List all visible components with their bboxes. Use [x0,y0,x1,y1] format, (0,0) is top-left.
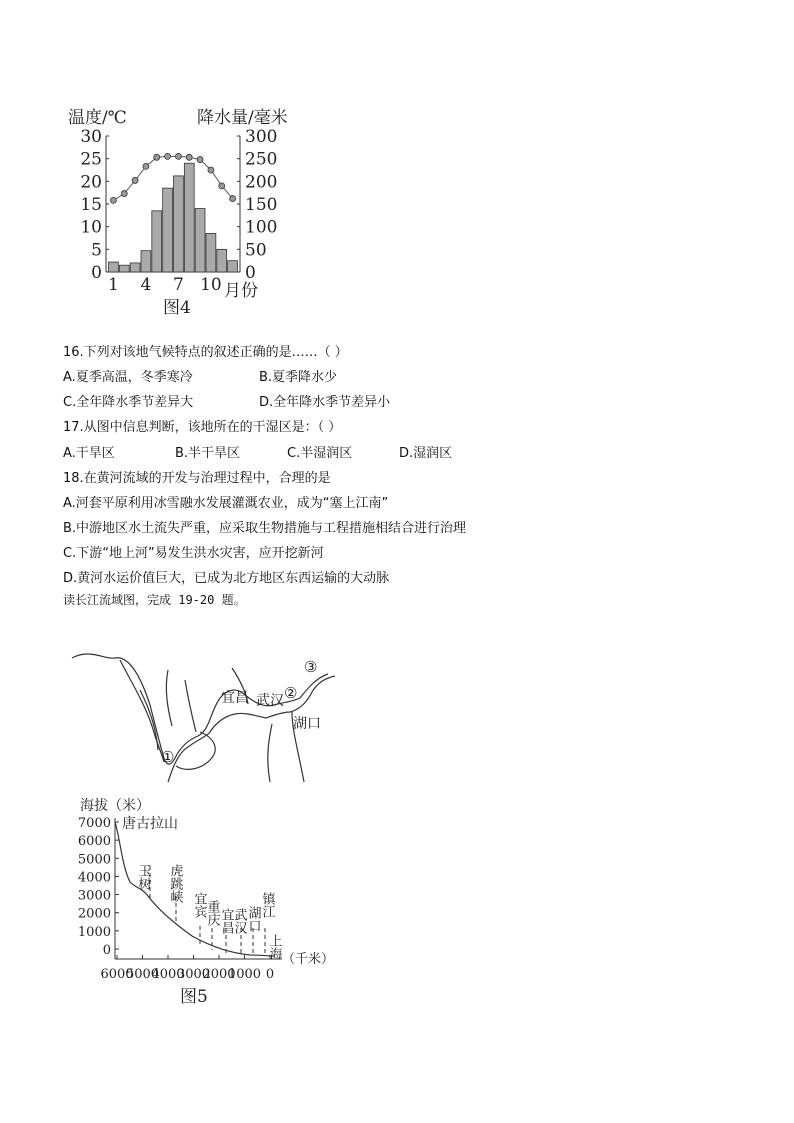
q17-option-a: A.干旱区 [63,446,115,461]
upper-tributary-jinsha [140,690,158,750]
map-label-hukou: 湖口 [293,716,321,732]
tributary-min [166,670,172,726]
fig5-y-tick: 1000 [77,924,111,940]
fig5-x-tick: 3000 [176,967,211,982]
label-yushu: 玉树 [135,864,151,890]
temperature-point [175,153,181,159]
fig5-x-tick: 4000 [151,967,185,982]
label-hutiaoxia: 虎跳峡 [167,864,183,903]
fig5-y-axis-label: 海拔（米） [80,798,150,814]
map-marker-1: ① [161,748,175,766]
precipitation-bar [163,188,173,272]
fig4-right-tick: 200 [245,172,278,193]
label-tanggula: 唐古拉山 [122,816,178,832]
reading-lead-in: 读长江流域图，完成 19-20 题。 [63,593,246,607]
question-16-stem: 16.下列对该地气候特点的叙述正确的是……（ ） [63,345,348,360]
fig4-x-tick: 10 [200,275,222,295]
temperature-point [121,191,127,197]
tributary-jialing [185,680,196,732]
q18-option-a: A.河套平原利用冰雪融水发展灌溉农业，成为“塞上江南” [63,496,389,511]
fig4-left-tick: 15 [80,195,102,215]
precipitation-bar [130,263,140,272]
q16-option-c: C.全年降水季节差异大 [63,395,194,410]
fig4-right-tick: 0 [245,263,256,283]
q17-option-c: C.半湿润区 [287,446,353,461]
map-label-wuhan: 武汉 [256,693,284,709]
yangtze-river-map [60,650,340,800]
q17-option-b: B.半干旱区 [175,446,241,461]
label-shanghai: 上海 [266,934,282,960]
question-17-stem: 17.从图中信息判断，该地所在的干湿区是：（ ） [63,420,342,435]
fig4-right-tick: 150 [245,195,278,215]
map-label-yichang: 宜昌 [221,690,249,706]
temperature-point [230,196,236,202]
fig5-y-tick: 3000 [77,888,111,904]
fig5-x-tick: 2000 [202,967,236,982]
fig4-caption: 图4 [163,298,191,318]
q16-option-b: B.夏季降水少 [259,370,338,385]
q16-option-a: A.夏季高温，冬季寒冷 [63,370,193,385]
fig4-left-tick: 20 [80,172,102,193]
precipitation-bar [174,176,184,272]
temperature-point [143,163,149,169]
fig4-x-tick: 1 [108,275,119,295]
fig4-left-tick: 5 [91,240,102,261]
q18-option-b: B.中游地区水土流失严重，应采取生物措施与工程措施相结合进行治理 [63,521,467,536]
fig5-y-tick: 6000 [77,834,111,850]
fig5-y-tick: 7000 [77,816,111,831]
fig5-x-tick: 5000 [125,967,160,982]
fig4-right-tick: 250 [245,149,278,170]
label-zhenjiang: 镇江 [259,892,275,918]
precipitation-bar [206,233,216,272]
fig4-left-tick: 10 [80,217,102,238]
fig5-y-tick: 2000 [77,906,111,922]
fig4-left-axis-label: 温度/℃ [68,108,127,128]
map-marker-3: ③ [304,658,318,676]
temperature-point [208,167,214,173]
fig5-x-tick: 6000 [100,967,134,982]
fig4-left-tick: 30 [80,127,102,147]
tributary-xiang [268,724,272,782]
precipitation-bar [217,249,227,272]
temperature-point [132,177,138,183]
figure5-elevation-profile [60,788,350,1013]
temperature-point [110,197,116,203]
fig4-right-tick: 100 [245,217,278,238]
fig4-right-tick: 300 [245,127,278,147]
temperature-line [113,156,232,200]
label-yibin: 宜宾 [191,892,207,918]
fig5-caption: 图5 [180,987,208,1007]
fig5-x-tick: 0 [265,967,275,982]
fig5-y-tick: 0 [102,943,111,958]
precipitation-bar [184,163,194,272]
q17-option-d: D.湿润区 [399,446,453,461]
fig5-x-axis-label: （千米） [282,952,335,967]
fig4-x-axis-label: 月份 [224,281,258,301]
fig5-y-tick: 5000 [77,852,111,868]
question-18-stem: 18.在黄河流域的开发与治理过程中，合理的是 [63,471,331,486]
map-marker-2: ② [284,684,298,702]
precipitation-bar [228,261,238,272]
q18-option-d: D.黄河水运价值巨大，已成为北方地区东西运输的大动脉 [63,571,390,586]
temperature-point [186,154,192,160]
figure4-climate-chart [60,98,320,318]
fig4-left-tick: 0 [91,263,102,283]
temperature-point [219,183,225,189]
label-yichang: 宜昌 [218,908,234,934]
precipitation-bar [141,251,151,272]
temperature-point [154,154,160,160]
fig4-x-tick: 4 [140,275,152,295]
q16-option-d: D.全年降水季节差异小 [259,395,391,410]
precipitation-bar [152,211,162,272]
precipitation-bar [119,265,129,272]
fig4-left-tick: 25 [80,149,102,170]
label-chongqing: 重庆 [204,900,220,926]
main-stream-north-bank [72,654,328,764]
fig4-right-tick: 50 [245,240,267,261]
q18-option-c: C.下游“地上河”易发生洪水灾害，应开挖新河 [63,546,324,561]
fig4-right-axis-label: 降水量/毫米 [197,108,288,128]
precipitation-bar [195,209,205,272]
fig5-y-tick: 4000 [77,870,111,886]
label-wuhan: 武汉 [231,908,247,934]
fig5-x-tick: 1000 [227,967,262,982]
fig4-x-tick: 7 [173,275,184,295]
temperature-point [165,153,171,159]
precipitation-bar [109,262,119,272]
label-hukou: 湖口 [245,906,261,932]
temperature-point [197,157,203,163]
